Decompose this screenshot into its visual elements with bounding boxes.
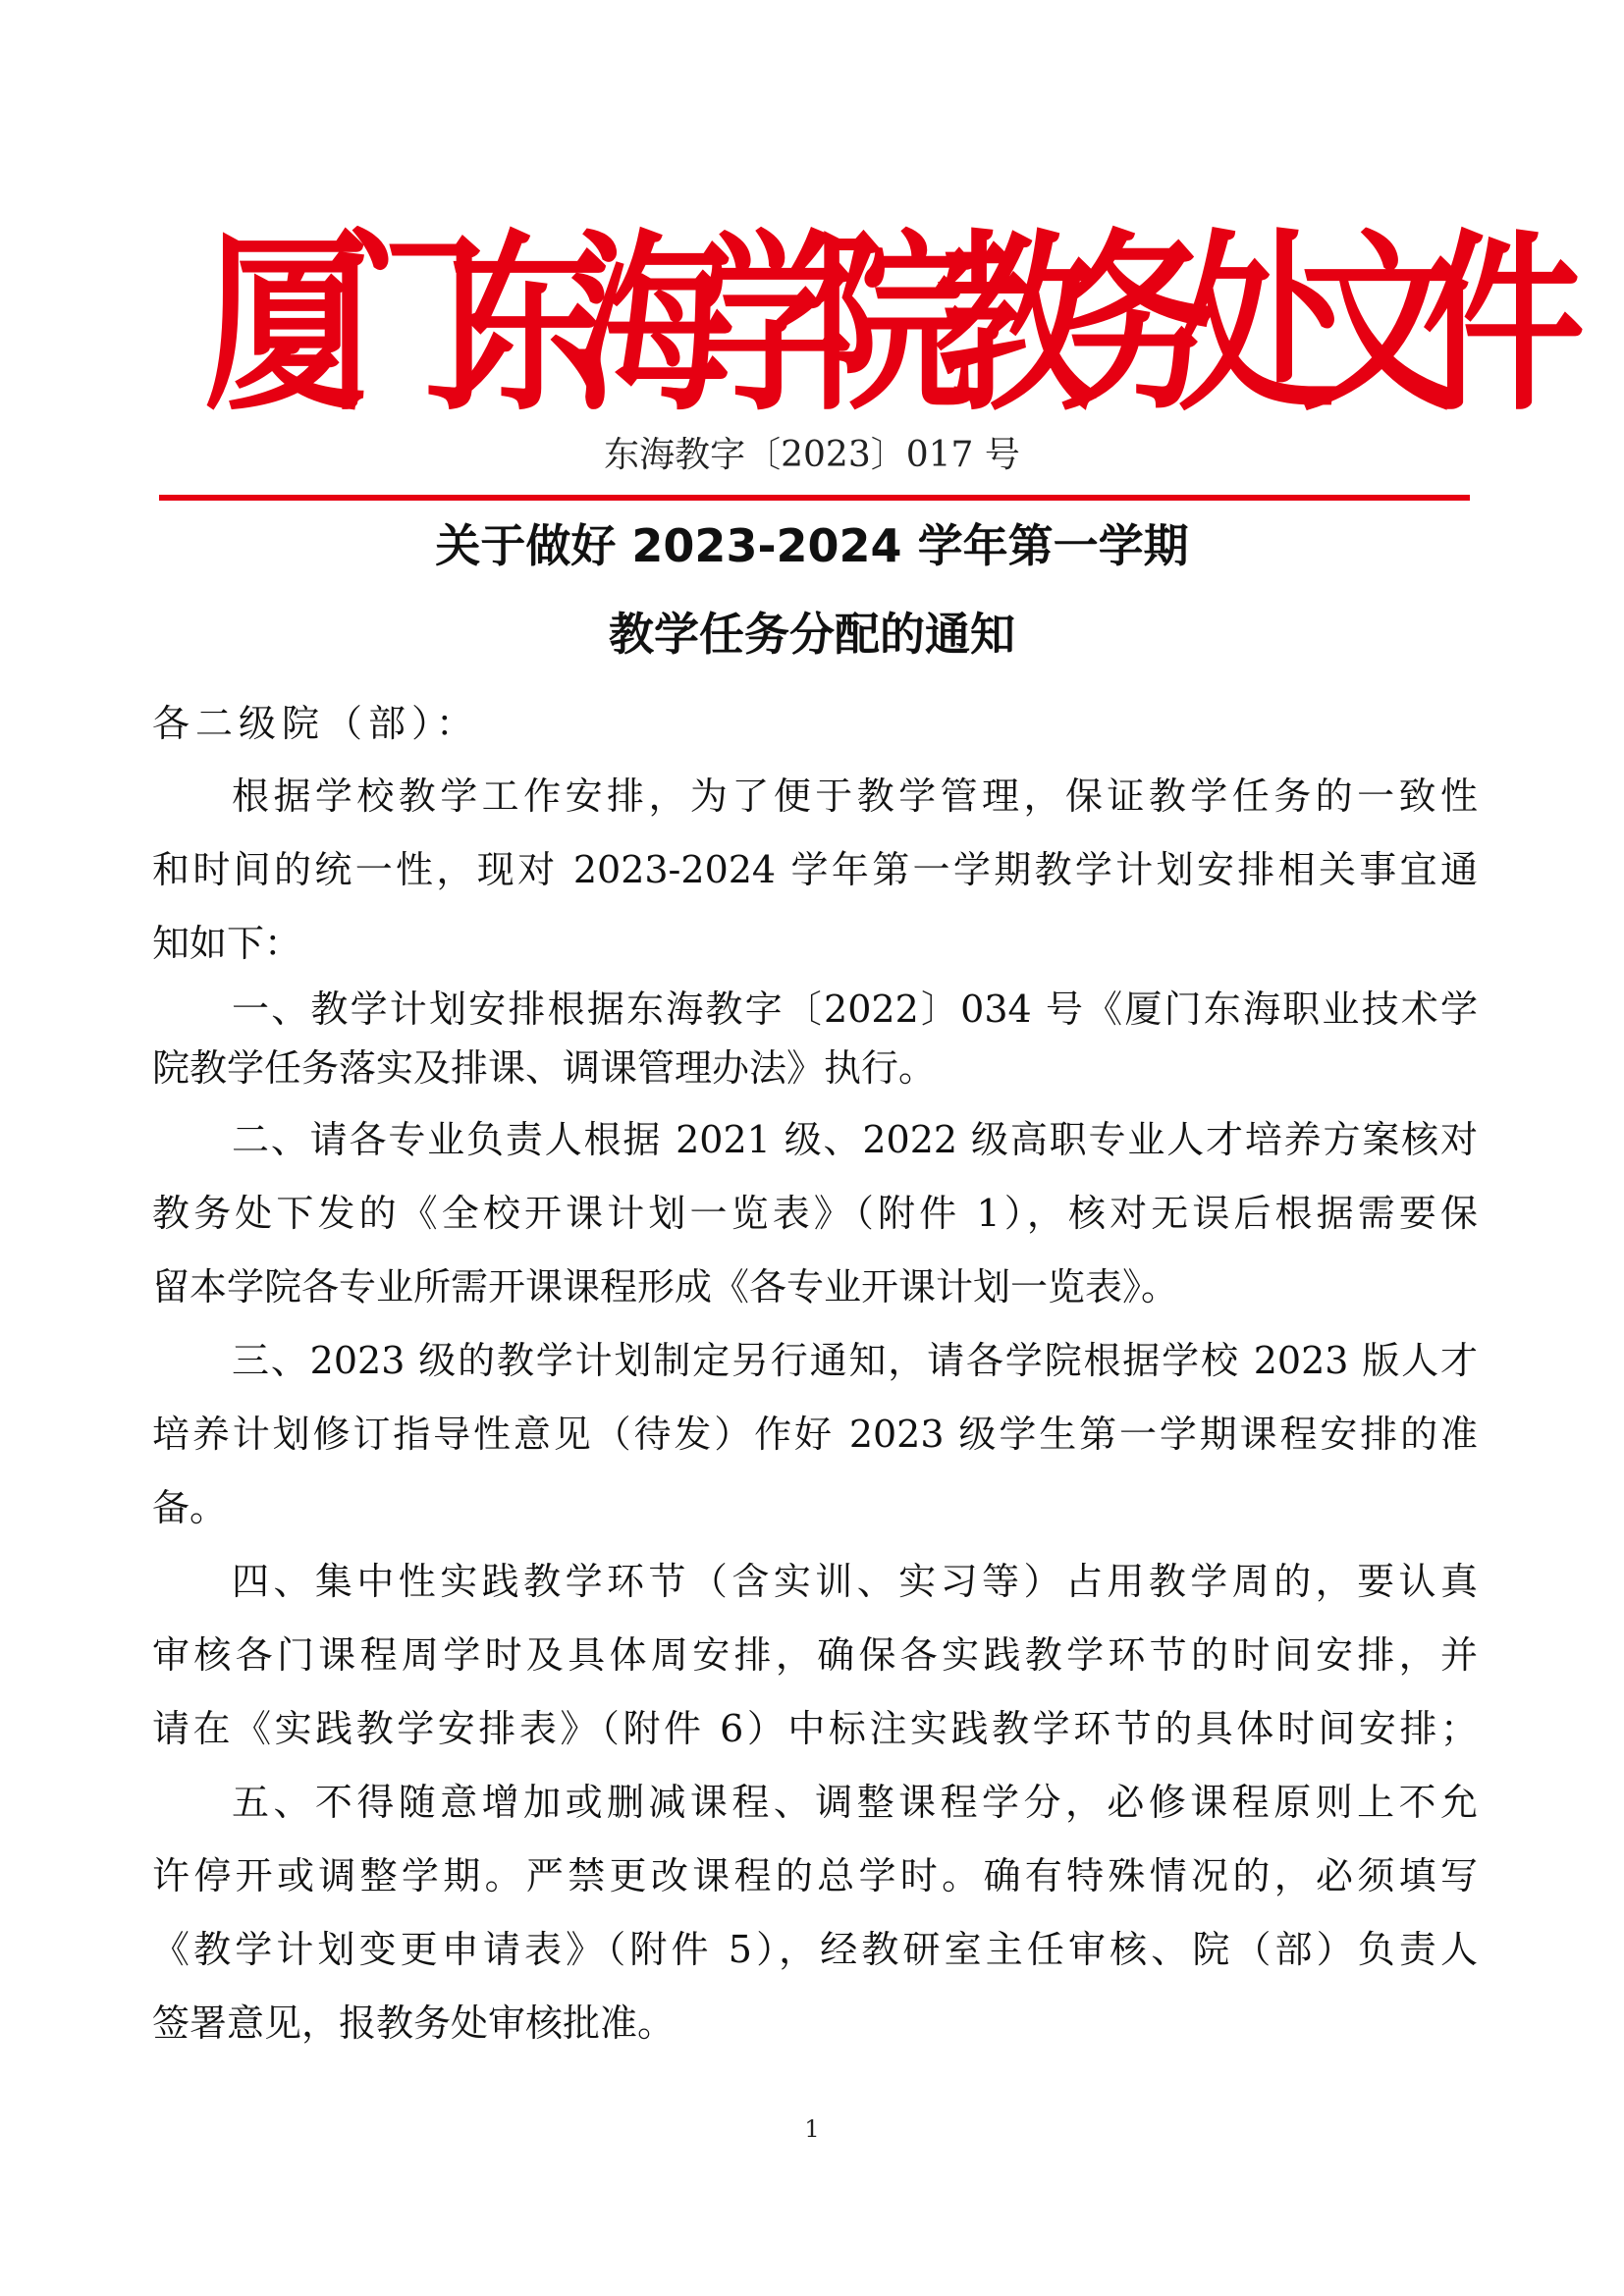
intro-line-1: 根据学校教学工作安排，为了便于教学管理，保证教学任务的一致性 xyxy=(232,774,1478,818)
document-number: 东海教字〔2023〕017 号 xyxy=(604,435,1020,475)
notice-title-line-1: 关于做好 2023-2024 学年第一学期 xyxy=(435,519,1189,572)
item4-line-2: 审核各门课程周学时及具体周安排，确保各实践教学环节的时间安排，并 xyxy=(152,1633,1478,1677)
notice-title-line-2: 教学任务分配的通知 xyxy=(609,608,1015,661)
masthead-title: 厦门东海学院教务处文件 xyxy=(204,211,1543,438)
item5-line-1: 五、不得随意增加或删减课程、调整课程学分，必修课程原则上不允 xyxy=(232,1781,1478,1824)
salutation: 各二级院（部）： xyxy=(152,702,480,745)
item3-line-1: 三、2023 级的教学计划制定另行通知，请各学院根据学校 2023 版人才 xyxy=(232,1339,1478,1382)
item3-line-3: 备。 xyxy=(152,1486,228,1529)
item5-line-4: 签署意见，报教务处审核批准。 xyxy=(152,2002,676,2045)
page-number: 1 xyxy=(804,2115,820,2143)
item1-line-2: 院教学任务落实及排课、调课管理办法》执行。 xyxy=(152,1046,937,1090)
intro-line-3: 知如下： xyxy=(152,922,302,965)
item5-line-3: 《教学计划变更申请表》（附件 5），经教研室主任审核、院（部）负责人 xyxy=(152,1928,1478,1971)
item2-line-2: 教务处下发的《全校开课计划一览表》（附件 1），核对无误后根据需要保 xyxy=(152,1192,1478,1235)
item5-line-2: 许停开或调整学期。严禁更改课程的总学时。确有特殊情况的，必须填写 xyxy=(152,1854,1478,1897)
item2-line-1: 二、请各专业负责人根据 2021 级、2022 级高职专业人才培养方案核对 xyxy=(232,1118,1478,1161)
item2-line-3: 留本学院各专业所需开课课程形成《各专业开课计划一览表》。 xyxy=(152,1265,1179,1308)
item3-line-2: 培养计划修订指导性意见（待发）作好 2023 级学生第一学期课程安排的准 xyxy=(152,1413,1478,1456)
item4-line-1: 四、集中性实践教学环节（含实训、实习等）占用教学周的，要认真 xyxy=(232,1560,1478,1603)
intro-line-2: 和时间的统一性，现对 2023-2024 学年第一学期教学计划安排相关事宜通 xyxy=(152,848,1478,891)
item4-line-3: 请在《实践教学安排表》（附件 6）中标注实践教学环节的具体时间安排； xyxy=(152,1707,1478,1750)
item1-line-1: 一、教学计划安排根据东海教字〔2022〕034 号《厦门东海职业技术学 xyxy=(232,988,1478,1031)
red-divider xyxy=(159,495,1470,501)
